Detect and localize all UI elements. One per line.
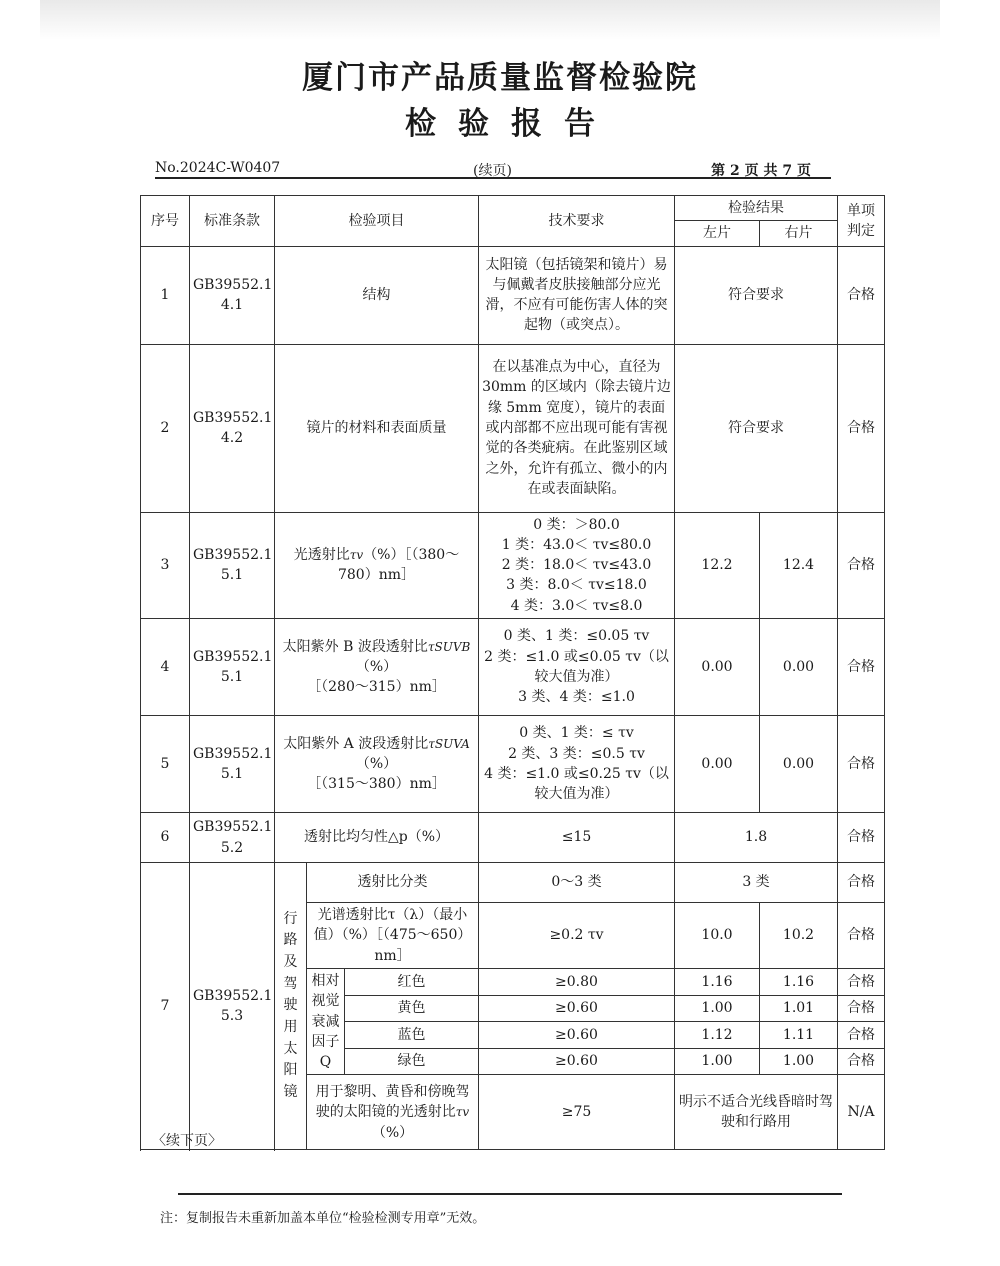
std-line: 4.1 bbox=[220, 297, 244, 314]
std-line: GB39552.1 bbox=[193, 745, 273, 762]
row-requirement bbox=[479, 512, 675, 618]
item-text: （%）［（380～780）nm］ bbox=[337, 547, 460, 584]
row-requirement: ≥0.80 bbox=[479, 968, 675, 995]
group-label-char: 驶 bbox=[283, 997, 298, 1014]
row-verdict: 合格 bbox=[838, 344, 885, 512]
std-line: 5.2 bbox=[220, 839, 244, 856]
row-requirement: ≥0.2 τv bbox=[479, 903, 675, 969]
req-line: 0 类、1 类：≤ τv bbox=[519, 725, 634, 742]
row-left-value: 1.00 bbox=[675, 995, 760, 1022]
group-label-char: 镜 bbox=[283, 1084, 298, 1101]
table-row bbox=[141, 344, 885, 512]
std-line: 5.3 bbox=[220, 1008, 244, 1025]
row-right-value: 1.11 bbox=[760, 1022, 838, 1049]
req-line: 2 类、3 类：≤0.5 τv bbox=[508, 745, 645, 762]
inspection-table bbox=[140, 195, 885, 1150]
row-item: 光谱透射比τ（λ）（最小值）（%）［（475～650）nm］ bbox=[307, 903, 479, 969]
row-right-value: 12.4 bbox=[760, 512, 838, 618]
std-line: 4.2 bbox=[220, 430, 244, 447]
row-requirement: ≥0.60 bbox=[479, 1048, 675, 1075]
table-row bbox=[141, 512, 885, 618]
std-line: 5.1 bbox=[220, 669, 244, 686]
row-item bbox=[307, 1075, 479, 1150]
std-line: GB39552.1 bbox=[193, 547, 273, 564]
row-result: 符合要求 bbox=[675, 344, 838, 512]
color-name: 红色 bbox=[345, 968, 479, 995]
color-name: 绿色 bbox=[345, 1048, 479, 1075]
row-verdict: 合格 bbox=[838, 1022, 885, 1049]
req-line: 4 类：≤1.0 或≤0.25 τv（以较大值为准） bbox=[484, 766, 669, 803]
row-verdict: 合格 bbox=[838, 512, 885, 618]
row-requirement: 太阳镜（包括镜架和镜片）易与佩戴者皮肤接触部分应光滑，不应有可能伤害人体的突起物（或突点）。 bbox=[479, 246, 675, 344]
color-name: 黄色 bbox=[345, 995, 479, 1022]
header-requirement: 技术要求 bbox=[479, 196, 675, 247]
std-line: GB39552.1 bbox=[193, 648, 273, 665]
std-line: GB39552.1 bbox=[193, 276, 273, 293]
row-verdict: 合格 bbox=[838, 1048, 885, 1075]
row-result: 明示不适合光线昏暗时驾驶和行路用 bbox=[675, 1075, 838, 1150]
row-requirement bbox=[479, 619, 675, 716]
row-seq: 3 bbox=[141, 512, 190, 618]
row-verdict: N/A bbox=[838, 1075, 885, 1150]
item-text: （%） bbox=[371, 1124, 414, 1141]
footer-rule bbox=[178, 1193, 842, 1195]
item-text: ［（280～315）nm］ bbox=[307, 679, 446, 696]
report-header-line bbox=[155, 158, 831, 178]
row-requirement: ≤15 bbox=[479, 813, 675, 863]
row-left-value: 1.12 bbox=[675, 1022, 760, 1049]
color-name: 蓝色 bbox=[345, 1022, 479, 1049]
document-title: 检验报告 bbox=[405, 106, 617, 142]
item-text: （%） bbox=[355, 658, 398, 675]
group-label-char: 路 bbox=[283, 932, 298, 949]
group-label-char: 驾 bbox=[283, 975, 298, 992]
row-left-value: 1.00 bbox=[675, 1048, 760, 1075]
header-item: 检验项目 bbox=[275, 196, 479, 247]
table-row bbox=[141, 813, 885, 863]
footer-note: 注：复制报告未重新加盖本单位“检验检测专用章”无效。 bbox=[160, 1211, 486, 1226]
item-text: 太阳紫外 A 波段透射比 bbox=[283, 735, 429, 752]
req-line: 3 类：8.0＜ τv≤18.0 bbox=[506, 577, 647, 594]
row-item: 透射比均匀性△p（%） bbox=[275, 813, 479, 863]
row-right-value: 1.00 bbox=[760, 1048, 838, 1075]
group-label-driving-sunglasses bbox=[275, 863, 307, 1150]
row-right-value: 0.00 bbox=[760, 716, 838, 813]
tau-symbol: τv bbox=[349, 548, 364, 563]
row-standard bbox=[190, 344, 275, 512]
table-row bbox=[141, 246, 885, 344]
row-item: 透射比分类 bbox=[307, 863, 479, 903]
header-standard: 标准条款 bbox=[190, 196, 275, 247]
req-line: 1 类：43.0＜ τv≤80.0 bbox=[501, 536, 652, 553]
table-row bbox=[141, 716, 885, 813]
group-label-char: 用 bbox=[283, 1019, 298, 1036]
row-item bbox=[275, 512, 479, 618]
tau-symbol: τv bbox=[455, 1105, 470, 1120]
item-text: （%） bbox=[355, 755, 398, 772]
item-text: 太阳紫外 B 波段透射比 bbox=[282, 638, 428, 655]
req-line: 2 类：18.0＜ τv≤43.0 bbox=[501, 557, 652, 574]
row-seq: 1 bbox=[141, 246, 190, 344]
row-requirement: ≥0.60 bbox=[479, 995, 675, 1022]
group-label-char: 行 bbox=[283, 910, 298, 927]
row-standard bbox=[190, 863, 275, 1150]
continued-label: 〈续下页〉 bbox=[152, 1133, 222, 1149]
row-standard bbox=[190, 619, 275, 716]
row-requirement: ≥75 bbox=[479, 1075, 675, 1150]
row-right-value: 1.01 bbox=[760, 995, 838, 1022]
row-result: 3 类 bbox=[675, 863, 838, 903]
row-verdict: 合格 bbox=[838, 813, 885, 863]
header-result: 检验结果 bbox=[675, 196, 838, 221]
req-line: 0 类、1 类：≤0.05 τv bbox=[503, 628, 650, 645]
row-standard bbox=[190, 813, 275, 863]
table-row bbox=[141, 619, 885, 716]
item-text: ［（315～380）nm］ bbox=[307, 776, 446, 793]
header-left-lens: 左片 bbox=[675, 221, 760, 246]
row-left-value: 12.2 bbox=[675, 512, 760, 618]
std-line: GB39552.1 bbox=[193, 987, 273, 1004]
row-verdict: 合格 bbox=[838, 903, 885, 969]
row-left-value: 0.00 bbox=[675, 716, 760, 813]
std-line: 5.1 bbox=[220, 567, 244, 584]
report-number: No.2024C-W0407 bbox=[155, 160, 281, 176]
item-text: 光透射比 bbox=[293, 547, 350, 564]
row-standard bbox=[190, 246, 275, 344]
group-label-text bbox=[278, 909, 303, 1104]
row-standard bbox=[190, 716, 275, 813]
scan-shadow bbox=[40, 0, 940, 40]
group-label-char: 太 bbox=[283, 1040, 298, 1057]
row-item: 镜片的材料和表面质量 bbox=[275, 344, 479, 512]
row-seq: 7 bbox=[141, 863, 190, 1150]
row-verdict: 合格 bbox=[838, 246, 885, 344]
header-seq: 序号 bbox=[141, 196, 190, 247]
req-line: 4 类：3.0＜ τv≤8.0 bbox=[510, 597, 643, 614]
header-right-lens: 右片 bbox=[760, 221, 838, 246]
row-result: 符合要求 bbox=[675, 246, 838, 344]
tau-symbol: τSUVA bbox=[428, 736, 470, 751]
row-requirement: 0～3 类 bbox=[479, 863, 675, 903]
tau-symbol: τSUVB bbox=[427, 639, 471, 654]
row-verdict: 合格 bbox=[838, 716, 885, 813]
institute-name: 厦门市产品质量监督检验院 bbox=[302, 60, 698, 96]
req-line: 3 类、4 类：≤1.0 bbox=[518, 689, 635, 706]
row-requirement bbox=[479, 716, 675, 813]
row-requirement: 在以基准点为中心，直径为30mm 的区域内（除去镜片边缘 5mm 宽度），镜片的表面或内部都不应出现可能有害视觉的各类疵病。在此鉴别区域之外，允许有孤立、微小的内在或表面缺陷。 bbox=[479, 344, 675, 512]
row-seq: 2 bbox=[141, 344, 190, 512]
row-left-value: 10.0 bbox=[675, 903, 760, 969]
page-info: 第 2 页 共 7 页 bbox=[711, 163, 811, 179]
row-item bbox=[275, 619, 479, 716]
group-label-char: 阳 bbox=[283, 1062, 298, 1079]
row-verdict: 合格 bbox=[838, 995, 885, 1022]
row-verdict: 合格 bbox=[838, 863, 885, 903]
std-line: GB39552.1 bbox=[193, 409, 273, 426]
table-row bbox=[141, 863, 885, 903]
row-seq: 5 bbox=[141, 716, 190, 813]
row-result: 1.8 bbox=[675, 813, 838, 863]
row-item bbox=[275, 716, 479, 813]
std-line: GB39552.1 bbox=[193, 819, 273, 836]
row-requirement: ≥0.60 bbox=[479, 1022, 675, 1049]
group-label-char: 及 bbox=[283, 954, 298, 971]
q-factor-label: 相对视觉衰减因子 Q bbox=[307, 968, 345, 1074]
row-seq: 6 bbox=[141, 813, 190, 863]
row-left-value: 1.16 bbox=[675, 968, 760, 995]
row-standard bbox=[190, 512, 275, 618]
row-item: 结构 bbox=[275, 246, 479, 344]
row-right-value: 10.2 bbox=[760, 903, 838, 969]
row-left-value: 0.00 bbox=[675, 619, 760, 716]
row-verdict: 合格 bbox=[838, 968, 885, 995]
row-verdict: 合格 bbox=[838, 619, 885, 716]
req-line: 2 类：≤1.0 或≤0.05 τv（以较大值为准） bbox=[484, 648, 669, 686]
row-right-value: 1.16 bbox=[760, 968, 838, 995]
std-line: 5.1 bbox=[220, 766, 244, 783]
continuation-label: (续页) bbox=[473, 163, 512, 179]
item-text: 用于黎明、黄昏和傍晚驾驶的太阳镜的光透射比 bbox=[315, 1084, 470, 1121]
header-verdict: 单项判定 bbox=[838, 196, 885, 247]
req-line: 0 类：＞80.0 bbox=[533, 516, 620, 533]
row-seq: 4 bbox=[141, 619, 190, 716]
row-right-value: 0.00 bbox=[760, 619, 838, 716]
header-rule bbox=[155, 177, 831, 179]
